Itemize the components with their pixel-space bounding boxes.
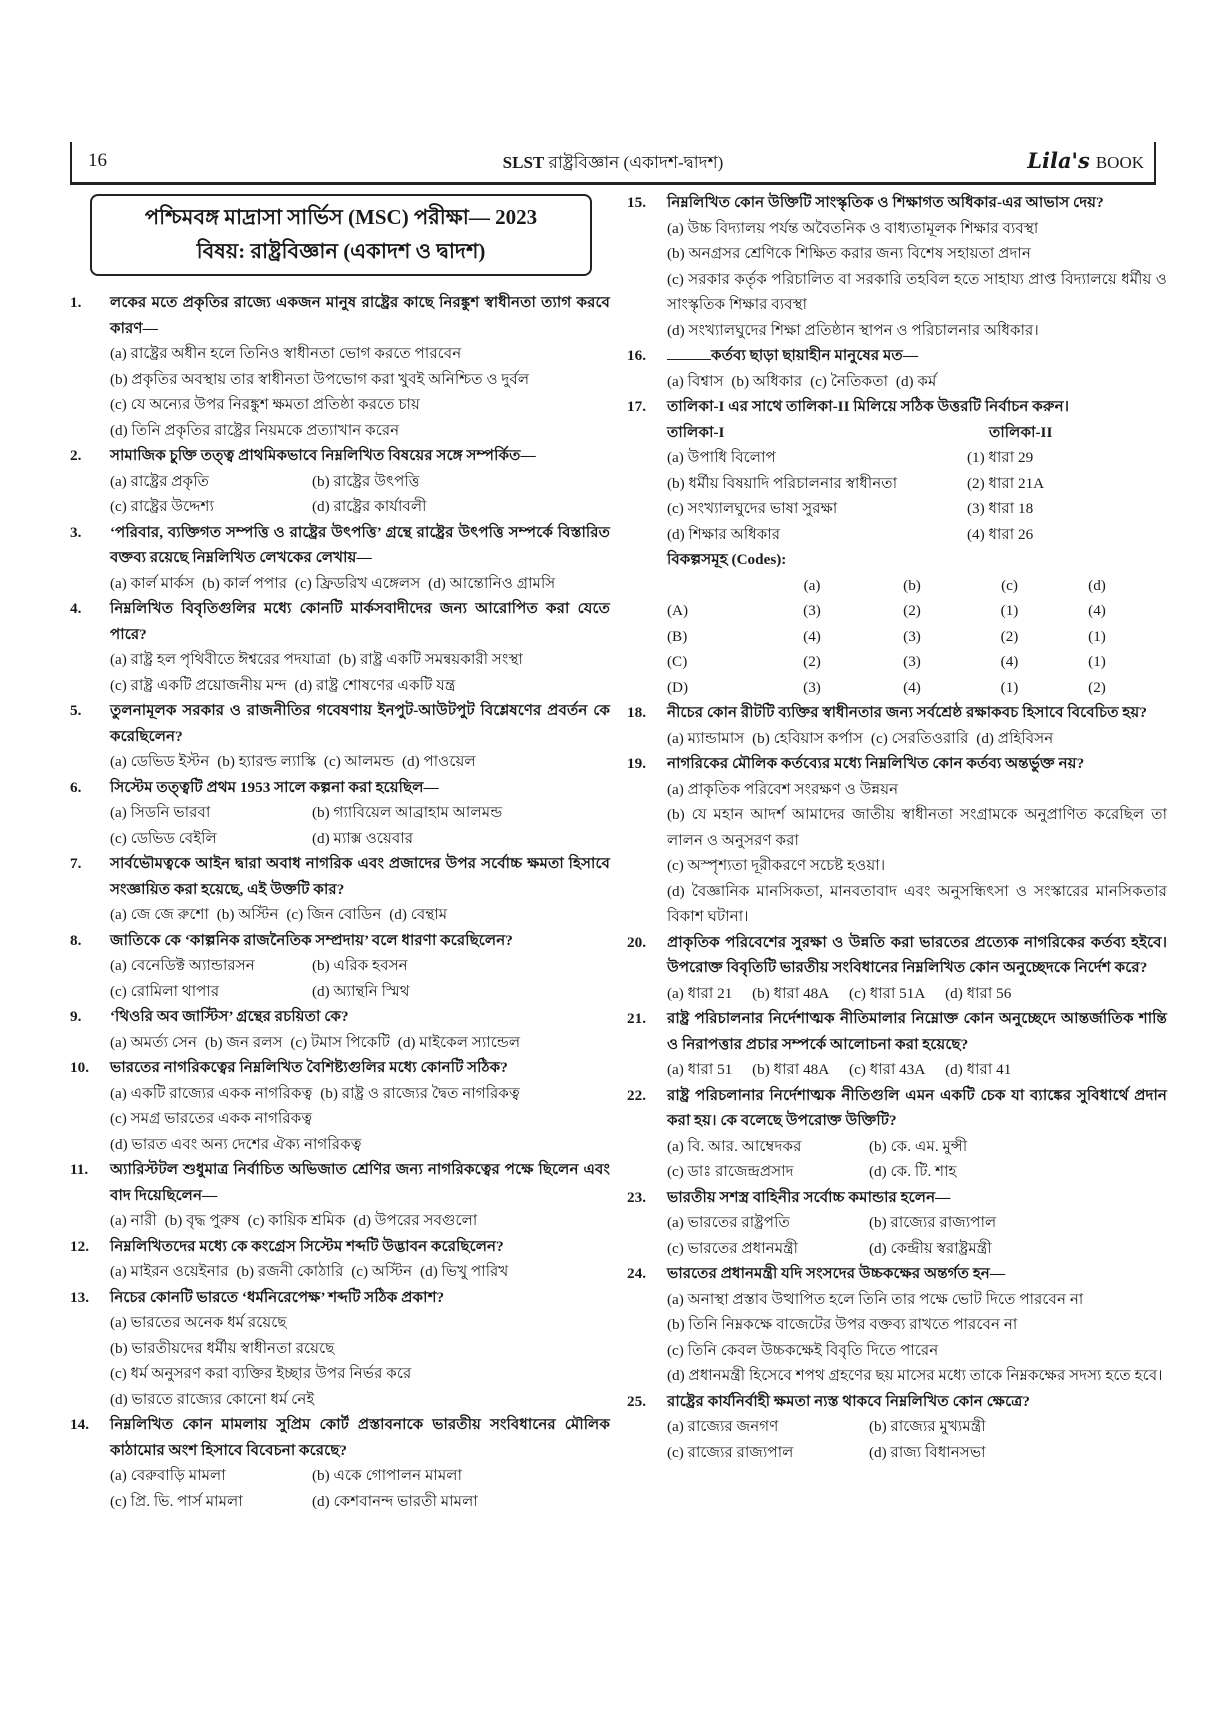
question-24	[627, 1261, 1167, 1389]
option-b[interactable]: (b) রাজ্যের রাজ্যপাল	[869, 1214, 997, 1231]
question-number: 14.	[70, 1416, 89, 1433]
right-column	[627, 190, 1167, 1465]
option-a[interactable]: (a) মাইরন ওয়েইনার	[110, 1263, 229, 1280]
list-2-item: (2) ধারা 21A	[967, 474, 1045, 492]
option-a[interactable]: (a) একটি রাজ্যের একক নাগরিকত্ব	[110, 1084, 313, 1102]
code-cell: (4)	[803, 627, 821, 645]
question-number: 13.	[70, 1288, 89, 1306]
question-16	[627, 343, 1167, 394]
question-text: সার্বভৌমত্বকে আইন দ্বারা অবাধ নাগরিক এবং প্রজাদের উপর সর্বোচ্চ ক্ষমতা হিসাবে সংজ্ঞায়িত করা হয়েছে, এই উক্তটি কার?	[110, 855, 610, 898]
option-c[interactable]: (c) ডেভিড বেইলি	[110, 829, 217, 847]
list-1-title: তালিকা-I	[667, 423, 725, 441]
question-1	[70, 290, 610, 443]
question-text: জাতিকে কে ‘কাল্পনিক রাজনৈতিক সম্প্রদায়’ বলে ধারণা করেছিলেন?	[110, 931, 513, 949]
exam-title: পশ্চিমবঙ্গ মাদ্রাসা সার্ভিস (MSC) পরীক্ষা— 2023	[144, 205, 538, 229]
option-b[interactable]: (b) অধিকার	[731, 372, 803, 390]
question-number: 5.	[70, 702, 82, 719]
question-17	[627, 394, 1167, 700]
option-b[interactable]: (b) তিনি নিম্নকক্ষে বাজেটের উপর বক্তব্য রাখতে পারবেন না	[667, 1316, 1018, 1333]
option-a[interactable]: (a) অমর্ত্য সেন	[110, 1033, 198, 1051]
option-a[interactable]: (a) ভারতের অনেক ধর্ম রয়েছে	[110, 1314, 287, 1331]
option-b[interactable]: (b) ধারা 48A	[752, 984, 830, 1002]
page-header	[70, 142, 1156, 185]
question-number: 16.	[627, 347, 646, 364]
option-b[interactable]: (b) রজনী কোঠারি	[236, 1263, 344, 1280]
option-b[interactable]: (b) হ্যারল্ড ল্যাস্কি	[217, 753, 317, 770]
option-b[interactable]: (b) অনগ্রসর শ্রেণিকে শিক্ষিত করার জন্য বিশেষ সহায়তা প্রদান	[667, 245, 1031, 262]
code-cell: (1)	[1000, 678, 1019, 696]
question-11	[70, 1157, 610, 1234]
running-title-subject: রাষ্ট্রবিজ্ঞান (একাদশ-দ্বাদশ)	[548, 153, 724, 172]
question-9	[70, 1004, 610, 1055]
option-a[interactable]: (a) ম্যান্ডামাস	[667, 729, 745, 747]
list-2-item: (1) ধারা 29	[967, 449, 1034, 466]
running-title-bold: SLST	[502, 153, 545, 172]
option-c[interactable]: (c) রোমিলা থাপার	[110, 982, 220, 1000]
option-a[interactable]: (a) অনাস্থা প্রস্তাব উত্থাপিত হলে তিনি তার পক্ষে ভোট দিতে পারবেন না	[667, 1290, 1084, 1308]
option-a[interactable]: (a) প্রাকৃতিক পরিবেশ সংরক্ষণ ও উন্নয়ন	[667, 780, 899, 798]
page-number: 16	[88, 150, 107, 171]
code-cell: (3)	[903, 627, 921, 645]
exam-title-box	[90, 194, 592, 276]
question-text: নিম্নলিখিত কোন উক্তিটি সাংস্কৃতিক ও শিক্ষাগত অধিকার-এর আভাস দেয়?	[667, 194, 1104, 211]
list-1-item: (c) সংখ্যালঘুদের ভাষা সুরক্ষা	[667, 500, 838, 517]
option-c[interactable]: (c) যে অন্যের উপর নিরঙ্কুশ ক্ষমতা প্রতিষ্ঠা করতে চায়	[110, 396, 420, 413]
question-text: নীচের কোন রীটটি ব্যক্তির স্বাধীনতার জন্য সর্বশ্রেষ্ঠ রক্ষাকবচ হিসাবে বিবেচিত হয়?	[667, 704, 1147, 721]
list-1-item: (b) ধর্মীয় বিষয়াদি পরিচালনার স্বাধীনতা	[667, 474, 898, 492]
option-d[interactable]: (d) ভারতে রাজ্যের কোনো ধর্ম নেই	[110, 1390, 315, 1408]
option-d[interactable]: (d) ম্যাক্স ওয়েবার	[312, 829, 414, 847]
question-15	[627, 190, 1167, 343]
code-option-D[interactable]: (D)	[667, 678, 689, 696]
question-text: ‘থিওরি অব জাস্টিস’ গ্রন্থের রচয়িতা কে?	[110, 1008, 349, 1025]
option-a[interactable]: (a) জে জে রুশো	[110, 906, 209, 923]
code-cell: (2)	[1000, 627, 1019, 645]
option-c[interactable]: (c) কায়িক শ্রমিক	[247, 1212, 346, 1229]
brand-script: Lila's	[1027, 148, 1090, 173]
code-cell: (1)	[1088, 653, 1106, 670]
option-a[interactable]: (a) নারী	[110, 1212, 157, 1229]
question-number: 1.	[70, 294, 82, 311]
option-d[interactable]: (d) সংখ্যালঘুদের শিক্ষা প্রতিষ্ঠান স্থাপন ও পরিচালনার অধিকার।	[667, 321, 1039, 339]
option-c[interactable]: (c) ফ্রিডরিখ এঙ্গেলস	[294, 574, 421, 592]
question-text: নিচের কোনটি ভারতে ‘ধর্মনিরেপেক্ষ’ শব্দটি সঠিক প্রকাশ?	[110, 1288, 445, 1306]
question-7	[70, 851, 610, 928]
question-25	[627, 1389, 1167, 1466]
option-b[interactable]: (b) রাষ্ট্র ও রাজ্যের দ্বৈত নাগরিকত্ব	[320, 1084, 520, 1102]
option-b[interactable]: (b) কে. এম. মুন্সী	[869, 1137, 968, 1155]
option-b[interactable]: (b) বৃদ্ধ পুরুষ	[164, 1212, 240, 1229]
list-1-item: (d) শিক্ষার অধিকার	[667, 525, 781, 543]
option-a[interactable]: (a) রাষ্ট্র হল পৃথিবীতে ঈশ্বরের পদযাত্রা	[110, 651, 331, 668]
brand-logo	[1027, 148, 1144, 174]
question-text: নিম্নলিখিতদের মধ্যে কে কংগ্রেস সিস্টেম শব্দটি উদ্ভাবন করেছিলেন?	[110, 1237, 504, 1255]
option-c[interactable]: (c) জিন বোডিন	[286, 906, 382, 923]
codes-header-cell	[667, 573, 762, 599]
list-2-item: (4) ধারা 26	[967, 525, 1034, 543]
question-number: 15.	[627, 194, 646, 211]
option-d[interactable]: (d) কেশবানন্দ ভারতী মামলা	[312, 1492, 478, 1510]
question-text: তুলনামূলক সরকার ও রাজনীতির গবেষণায় ইনপুট-আউটপুট বিশ্লেষণের প্রবর্তন কে করেছিলেন?	[110, 702, 610, 745]
code-cell: (1)	[1088, 627, 1106, 645]
question-number: 12.	[70, 1237, 89, 1255]
match-row	[667, 522, 1167, 548]
question-text: নাগরিকের মৌলিক কর্তব্যের মধ্যে নিম্নলিখিত কোন কর্তব্য অন্তর্ভুক্ত নয়?	[667, 755, 1085, 772]
code-cell: (3)	[803, 678, 821, 696]
option-b[interactable]: (b) জন রলস	[204, 1033, 283, 1051]
question-number: 2.	[70, 447, 82, 464]
option-d[interactable]: (d) রাষ্ট্র শোষণের একটি যন্ত্র	[294, 676, 456, 694]
left-column	[70, 190, 610, 1514]
option-a[interactable]: (a) বি. আর. আম্বেদকর	[667, 1137, 802, 1155]
question-10	[70, 1055, 610, 1157]
option-a[interactable]: (a) ধারা 21	[667, 984, 733, 1002]
option-c[interactable]: (c) অস্টিন	[351, 1263, 413, 1280]
option-b[interactable]: (b) গ্যাবিয়েল আব্রাহাম আলমন্ড	[312, 804, 503, 821]
option-d[interactable]: (d) আন্তোনিও গ্রামসি	[428, 574, 556, 592]
question-number: 7.	[70, 855, 82, 872]
question-6	[70, 775, 610, 852]
option-b[interactable]: (b) হেবিয়াস কর্পাস	[752, 729, 864, 747]
question-21	[627, 1006, 1167, 1083]
question-number: 19.	[627, 755, 646, 772]
code-cell: (1)	[1000, 602, 1019, 619]
question-text: নিম্নলিখিত কোন মামলায় সুপ্রিম কোর্ট প্রস্তাবনাকে ভারতীয় সংবিধানের মৌলিক কাঠামোর অংশ হিসাবে বিবেচনা করেছে?	[110, 1416, 610, 1459]
question-number: 23.	[627, 1188, 646, 1206]
option-a[interactable]: (a) কার্ল মার্কস	[110, 574, 195, 592]
option-a[interactable]: (a) বেনেডিক্ট অ্যান্ডারসন	[110, 957, 255, 974]
list-1-item: (a) উপাধি বিলোপ	[667, 449, 776, 466]
codes-header-cell: (a)	[803, 576, 821, 594]
codes-header-cell: (d)	[1088, 576, 1106, 594]
option-c[interactable]: (c) তিনি কেবল উচ্চকক্ষেই বিবৃতি দিতে পারেন	[667, 1341, 939, 1359]
code-option-C[interactable]: (C)	[667, 653, 688, 670]
code-cell: (2)	[1088, 678, 1106, 696]
option-c[interactable]: (c) সমগ্র ভারতের একক নাগরিকত্ব	[110, 1110, 313, 1127]
question-number: 18.	[627, 704, 646, 721]
option-c[interactable]: (c) প্রি. ভি. পার্স মামলা	[110, 1492, 243, 1510]
code-option-B[interactable]: (B)	[667, 627, 688, 645]
question-number: 6.	[70, 778, 82, 796]
question-number: 22.	[627, 1086, 646, 1104]
option-d[interactable]: (d) প্রহিবিসন	[976, 729, 1054, 747]
code-cell: (3)	[903, 653, 921, 670]
option-d[interactable]: (d) অ্যান্থনি স্মিথ	[312, 982, 410, 1000]
question-number: 11.	[70, 1161, 89, 1178]
question-number: 10.	[70, 1059, 89, 1076]
question-number: 9.	[70, 1008, 82, 1025]
option-c[interactable]: (c) ধর্ম অনুসরণ করা ব্যক্তির ইচ্ছার উপর নির্ভর করে	[110, 1365, 412, 1382]
option-b[interactable]: (b) অস্টিন	[216, 906, 279, 923]
question-text: ‘পরিবার, ব্যক্তিগত সম্পত্তি ও রাষ্ট্রের উৎপত্তি’ গ্রন্থে রাষ্ট্রের উৎপত্তি সম্পর্কে বিস্তারিত বক্তব্য রয়েছে নিম্নলিখিত লেখকের লেখায়—	[110, 523, 610, 566]
code-cell: (2)	[803, 653, 821, 670]
option-c[interactable]: (c) আলমন্ড	[323, 753, 395, 770]
question-2	[70, 443, 610, 520]
question-text: কর্তব্য ছাড়া ছায়াহীন মানুষের মত—	[711, 347, 919, 364]
option-d[interactable]: (d) কর্ম	[895, 372, 937, 390]
question-number: 24.	[627, 1265, 646, 1282]
question-number: 8.	[70, 931, 82, 949]
option-b[interactable]: (b) এরিক হবসন	[312, 957, 408, 974]
option-d[interactable]: (d) ধারা 56	[945, 984, 1012, 1002]
question-text: ভারতের প্রধানমন্ত্রী যদি সংসদের উচ্চকক্ষের অন্তর্গত হন—	[667, 1265, 1006, 1282]
option-a[interactable]: (a) রাষ্ট্রের প্রকৃতি	[110, 472, 210, 490]
code-cell: (4)	[903, 678, 921, 696]
exam-subject: বিষয়: রাষ্ট্রবিজ্ঞান (একাদশ ও দ্বাদশ)	[196, 239, 486, 263]
question-22	[627, 1083, 1167, 1185]
option-d[interactable]: (d) বেন্থাম	[389, 906, 448, 923]
option-b[interactable]: (b) একে গোপালন মামলা	[312, 1467, 462, 1484]
option-b[interactable]: (b) রাজ্যের মুখ্যমন্ত্রী	[869, 1418, 986, 1435]
question-text: নিম্নলিখিত বিবৃতিগুলির মধ্যে কোনটি মার্কসবাদীদের জন্য আরোপিত করা যেতে পারে?	[110, 600, 610, 643]
question-4	[70, 596, 610, 698]
option-c[interactable]: (c) রাষ্ট্র একটি প্রয়োজনীয় মন্দ	[110, 676, 287, 694]
option-c[interactable]: (c) ধারা 43A	[849, 1061, 926, 1078]
match-list-headers	[667, 420, 1167, 446]
question-text: রাষ্ট্রের কার্যনির্বাহী ক্ষমতা ন্যস্ত থাকবে নিম্নলিখিত কোন ক্ষেত্রে?	[667, 1392, 1030, 1410]
option-c[interactable]: (c) রাজ্যের রাজ্যপাল	[667, 1443, 794, 1461]
option-b[interactable]: (b) যে মহান আদর্শ আমাদের জাতীয় স্বাধীনতা সংগ্রামকে অনুপ্রাণিত করেছিল তা লালন ও অনুসরণ করা	[667, 806, 1167, 849]
question-text: লকের মতে প্রকৃতির রাজ্যে একজন মানুষ রাষ্ট্রের কাছে নিরঙ্কুশ স্বাধীনতা ত্যাগ করবে কারণ—	[110, 294, 610, 337]
question-8	[70, 928, 610, 1005]
option-a[interactable]: (a) বেরুবাড়ি মামলা	[110, 1467, 226, 1484]
option-d[interactable]: (d) কে. টি. শাহ	[869, 1163, 957, 1180]
running-title	[72, 150, 1154, 178]
codes-header-cell: (c)	[1001, 576, 1018, 594]
option-d[interactable]: (d) ধারা 41	[945, 1061, 1012, 1078]
option-d[interactable]: (d) পাওয়েল	[401, 753, 476, 770]
option-d[interactable]: (d) উপরের সবগুলো	[353, 1212, 478, 1229]
option-a[interactable]: (a) ডেভিড ইস্টন	[110, 753, 210, 770]
list-2-item: (3) ধারা 18	[967, 500, 1034, 517]
option-d[interactable]: (d) কেন্দ্রীয় স্বরাষ্ট্রমন্ত্রী	[869, 1239, 992, 1257]
question-text: ভারতের নাগরিকত্বের নিম্নলিখিত বৈশিষ্ট্যগুলির মধ্যে কোনটি সঠিক?	[110, 1059, 508, 1076]
question-text: ভারতীয় সশস্ত্র বাহিনীর সর্বোচ্চ কমান্ডার হলেন—	[667, 1188, 951, 1206]
question-3	[70, 520, 610, 597]
question-text: তালিকা-I এর সাথে তালিকা-II মিলিয়ে সঠিক উত্তরটি নির্বাচন করুন।	[667, 398, 1070, 415]
option-c[interactable]: (c) অস্পৃশ্যতা দূরীকরণে সচেষ্ট হওয়া।	[667, 857, 886, 874]
option-b[interactable]: (b) ভারতীয়দের ধর্মীয় স্বাধীনতা রয়েছে	[110, 1339, 335, 1357]
option-d[interactable]: (d) প্রধানমন্ত্রী হিসেবে শপথ গ্রহণের ছয় মাসের মধ্যে তাকে নিম্নকক্ষের সদস্য হতে হবে।	[667, 1367, 1163, 1384]
list-2-title: তালিকা-II	[989, 423, 1053, 441]
question-text: অ্যারিস্টটল শুধুমাত্র নির্বাচিত অভিজাত শ্রেণির জন্য নাগরিকত্বের পক্ষে ছিলেন এবং বাদ দিয়েছিলেন—	[110, 1161, 610, 1204]
question-20	[627, 930, 1167, 1007]
question-text: রাষ্ট্র পরিচলানার নির্দেশাত্মক নীতিগুলি এমন একটি চেক যা ব্যাঙ্কের সুবিধার্থে প্রদান করা হয়। কে বলেছে উপরোক্ত উক্তিটি?	[667, 1086, 1167, 1129]
match-row	[667, 496, 1167, 522]
option-d[interactable]: (d) রাজ্য বিধানসভা	[869, 1443, 986, 1461]
option-c[interactable]: (c) রাষ্ট্রের উদ্দেশ্য	[110, 498, 214, 515]
match-row	[667, 445, 1167, 471]
option-c[interactable]: (c) ধারা 51A	[849, 984, 926, 1002]
question-number: 4.	[70, 600, 82, 617]
option-b[interactable]: (b) রাষ্ট্রের উৎপত্তি	[312, 472, 420, 490]
question-number: 21.	[627, 1010, 646, 1027]
option-d[interactable]: (d) রাষ্ট্রের কার্যাবলী	[312, 498, 427, 515]
code-option-A[interactable]: (A)	[667, 602, 689, 619]
option-b[interactable]: (b) প্রকৃতির অবস্থায় তার স্বাধীনতা উপভোগ করা খুবই অনিশ্চিত ও দুর্বল	[110, 370, 530, 388]
option-a[interactable]: (a) রাজ্যের জনগণ	[667, 1418, 779, 1435]
question-text: সিস্টেম তত্ত্বটি প্রথম 1953 সালে কল্পনা করা হয়েছিল—	[110, 778, 439, 796]
question-number: 3.	[70, 523, 82, 541]
question-23	[627, 1185, 1167, 1262]
fill-in-blank[interactable]	[667, 345, 711, 360]
question-18	[627, 700, 1167, 751]
code-cell: (4)	[1000, 653, 1019, 670]
option-d[interactable]: (d) ভারত এবং অন্য দেশের ঐক্য নাগরিকত্ব	[110, 1135, 362, 1153]
code-cell: (3)	[803, 602, 821, 619]
option-a[interactable]: (a) বিশ্বাস	[667, 372, 724, 390]
option-b[interactable]: (b) রাষ্ট্র একটি সমন্বয়কারী সংস্থা	[338, 651, 523, 668]
option-a[interactable]: (a) সিডনি ভারবা	[110, 804, 211, 821]
option-a[interactable]: (a) ভারতের রাষ্ট্রপতি	[667, 1214, 790, 1231]
question-number: 17.	[627, 398, 646, 415]
question-text: সামাজিক চুক্তি তত্ত্ব প্রাথমিকভাবে নিম্নলিখিত বিষয়ের সঙ্গে সম্পর্কিত—	[110, 447, 536, 464]
match-row	[667, 471, 1167, 497]
codes-header-cell: (b)	[903, 576, 921, 594]
option-d[interactable]: (d) মাইকেল স্যান্ডেল	[397, 1033, 521, 1051]
question-text: প্রাকৃতিক পরিবেশের সুরক্ষা ও উন্নতি করা ভারতের প্রত্যেক নাগরিকের কর্তব্য হইবে। উপরোক্ত বিবৃতিটি ভারতীয় সংবিধানের নিম্নলিখিত কোন অনুচ্ছেদকে নির্দেশ করে?	[667, 933, 1167, 976]
option-c[interactable]: (c) টমাস পিকেটি	[290, 1033, 390, 1051]
option-d[interactable]: (d) তিনি প্রকৃতির রাষ্ট্রের নিয়মকে প্রত্যাখান করেন	[110, 421, 400, 439]
question-19	[627, 751, 1167, 930]
question-13	[70, 1285, 610, 1413]
option-c[interactable]: (c) ভারতের প্রধানমন্ত্রী	[667, 1239, 799, 1257]
question-text: রাষ্ট্র পরিচালনার নির্দেশাত্মক নীতিমালার নিম্নোক্ত কোন অনুচ্ছেদে আন্তর্জাতিক শান্তি ও নিরাপত্তার প্রচার সম্পর্কে আলোচনা করা হয়েছে?	[667, 1010, 1167, 1053]
question-12	[70, 1234, 610, 1285]
option-c[interactable]: (c) নৈতিকতা	[810, 372, 889, 390]
question-number: 20.	[627, 933, 646, 951]
option-a[interactable]: (a) ধারা 51	[667, 1061, 733, 1078]
question-14	[70, 1412, 610, 1514]
codes-table	[667, 573, 1167, 701]
option-d[interactable]: (d) বৈজ্ঞানিক মানসিকতা, মানবতাবাদ এবং অনুসন্ধিৎসা ও সংস্কারের মানসিকতার বিকাশ ঘটানা।	[667, 882, 1167, 925]
option-c[interactable]: (c) সেরতিওরারি	[870, 729, 969, 747]
code-cell: (4)	[1088, 602, 1106, 619]
option-c[interactable]: (c) সরকার কর্তৃক পরিচালিত বা সরকারি তহবিল হতে সাহায্য প্রাপ্ত বিদ্যালয়ে ধর্মীয় ও সাংস্কৃতিক শিক্ষার ব্যবস্থা	[667, 270, 1167, 313]
codes-title: বিকল্পসমূহ (Codes):	[667, 551, 787, 568]
option-b[interactable]: (b) ধারা 48A	[752, 1061, 830, 1078]
option-c[interactable]: (c) ডাঃ রাজেন্দ্রপ্রসাদ	[667, 1163, 794, 1180]
brand-word: BOOK	[1095, 153, 1144, 172]
option-d[interactable]: (d) ভিখু পারিখ	[420, 1263, 509, 1280]
question-5	[70, 698, 610, 775]
question-number: 25.	[627, 1392, 646, 1410]
option-b[interactable]: (b) কার্ল পপার	[202, 574, 288, 592]
option-a[interactable]: (a) রাষ্ট্রের অধীন হলে তিনিও স্বাধীনতা ভোগ করতে পারবেন	[110, 345, 462, 362]
option-a[interactable]: (a) উচ্চ বিদ্যালয় পর্যন্ত অবৈতনিক ও বাধ্যতামূলক শিক্ষার ব্যবস্থা	[667, 219, 1039, 237]
code-cell: (2)	[903, 602, 921, 619]
